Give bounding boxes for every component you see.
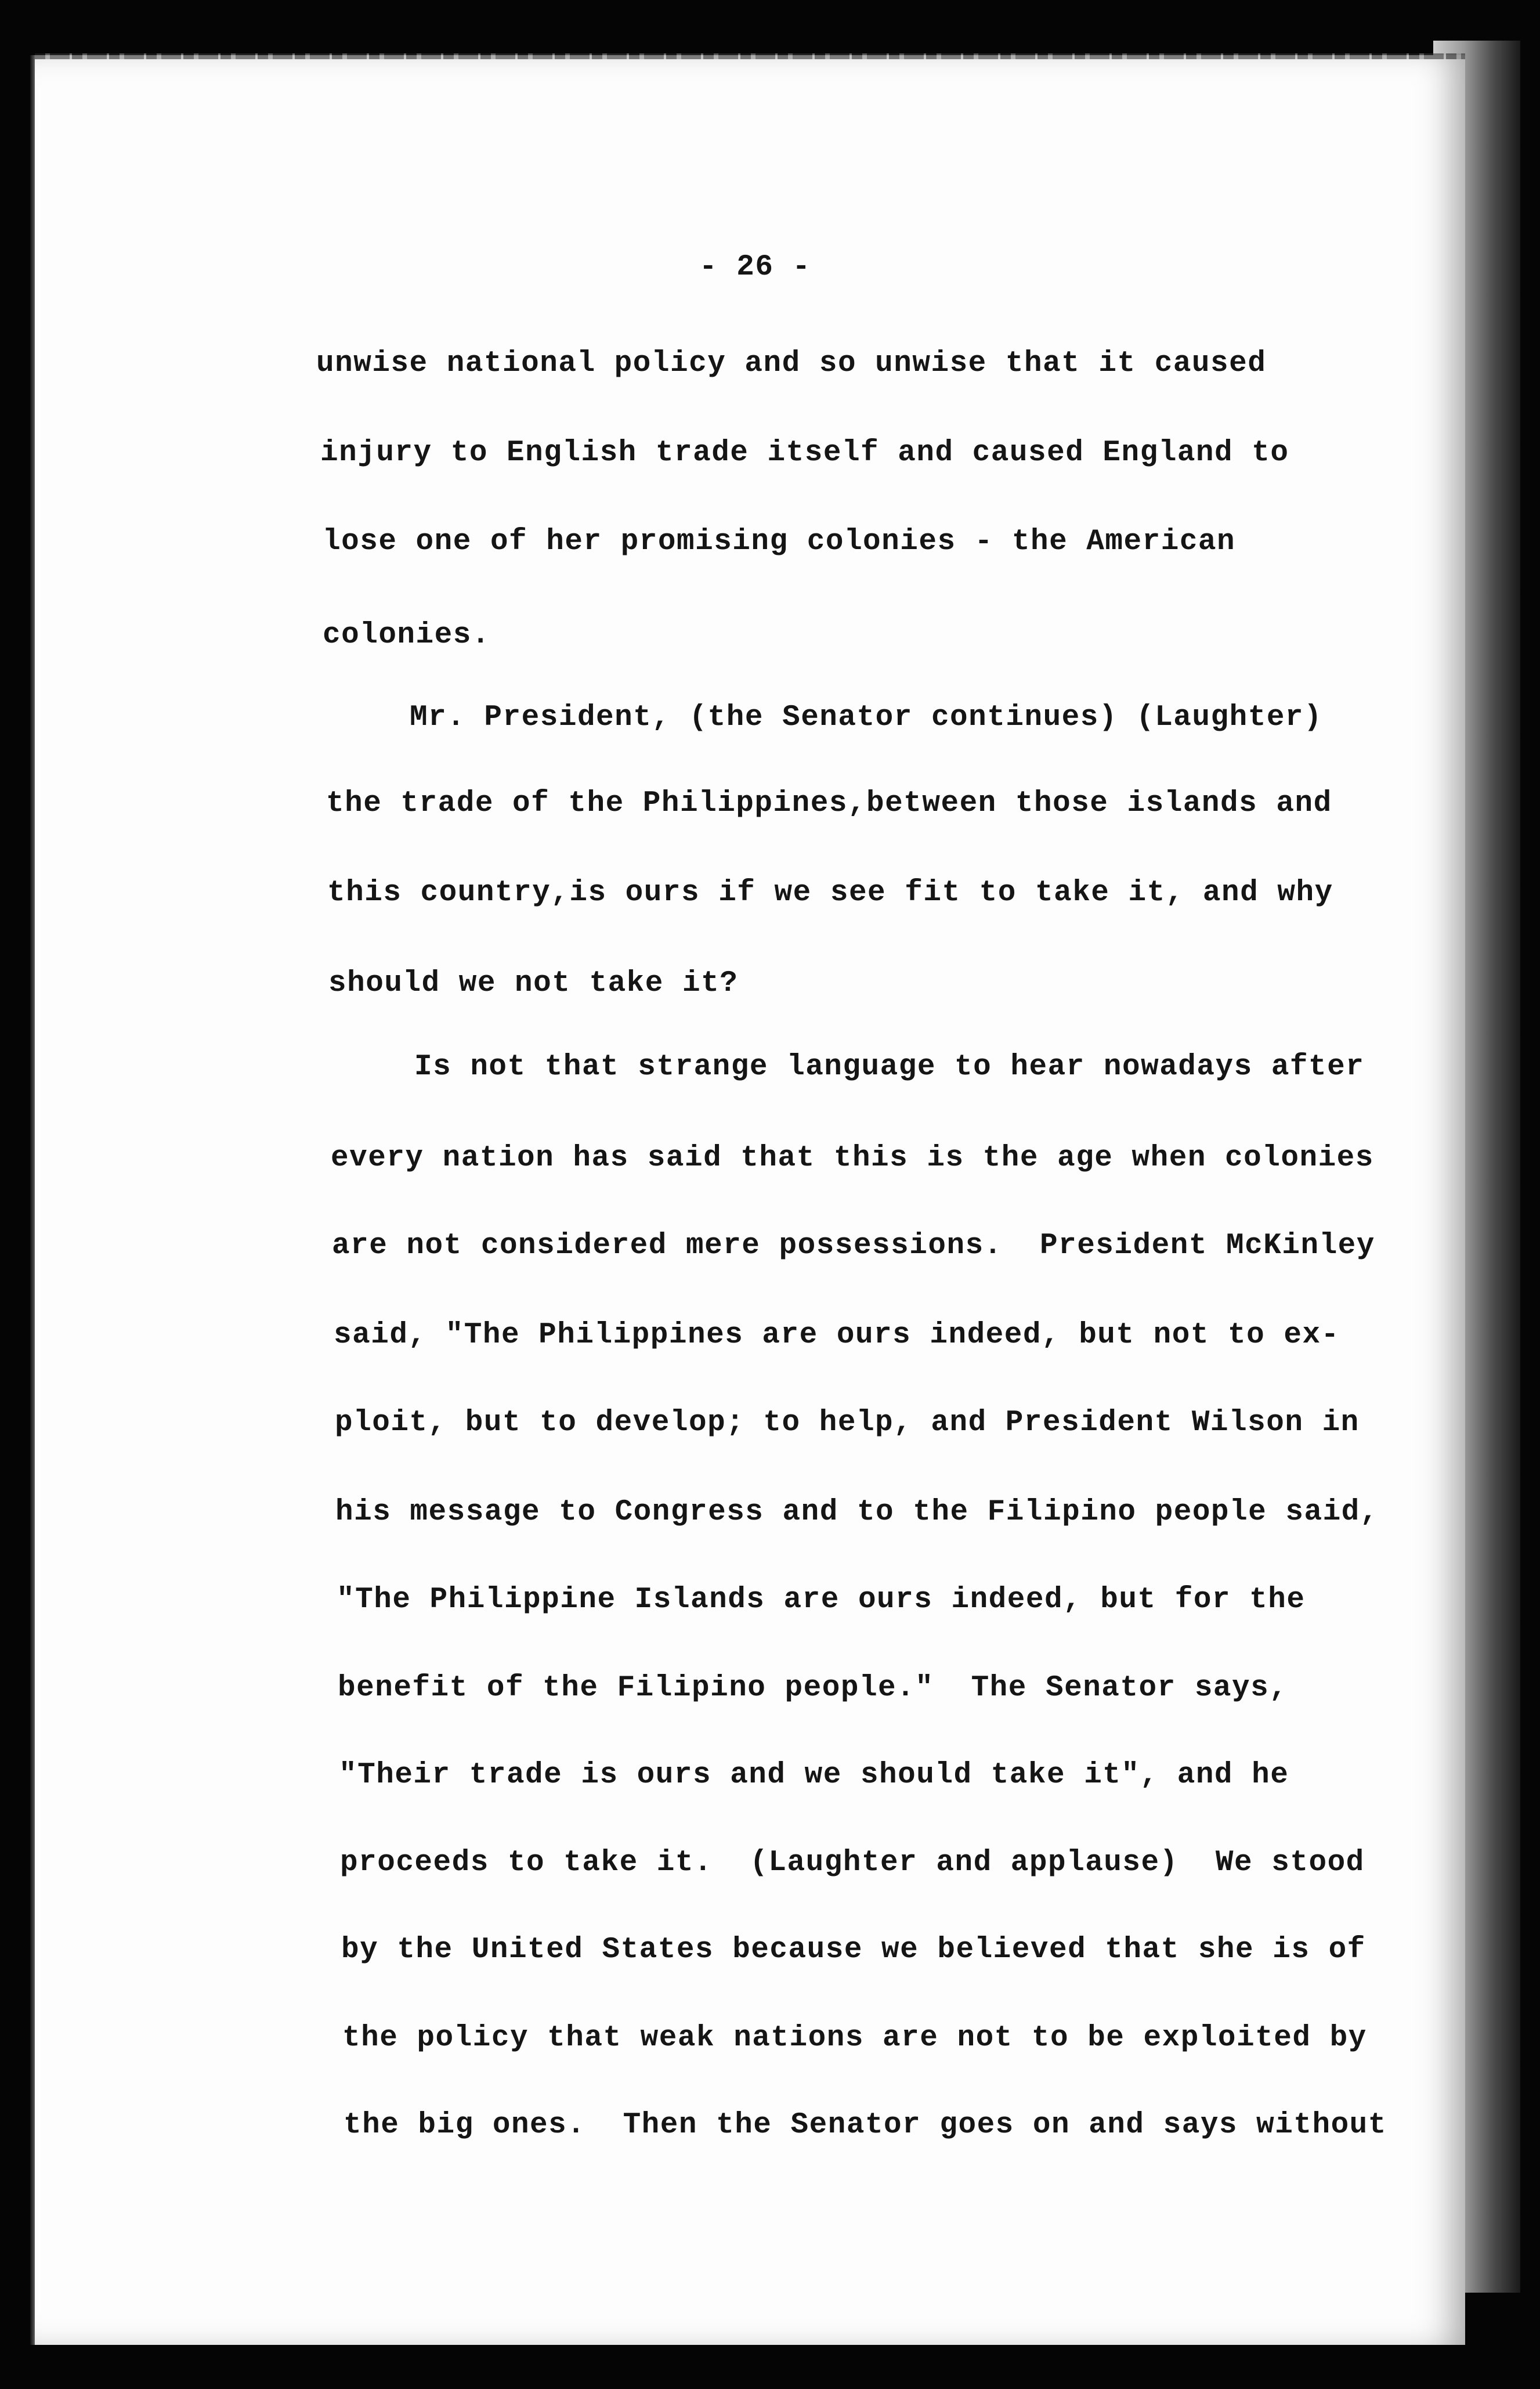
text-line-1: unwise national policy and so unwise that it caused: [316, 347, 1267, 380]
text-line-20: the policy that weak nations are not to be exploited by: [342, 2022, 1367, 2055]
text-line-15: "The Philippine Islands are ours indeed, but for the: [337, 1583, 1306, 1616]
text-line-21: the big ones. Then the Senator goes on and says without: [344, 2109, 1387, 2142]
text-line-14: his message to Congress and to the Filipino people said,: [335, 1496, 1379, 1529]
text-line-11: are not considered mere possessions. President McKinley: [332, 1229, 1375, 1262]
text-line-17: "Their trade is ours and we should take it", and he: [339, 1759, 1289, 1792]
text-line-3: lose one of her promising colonies - the American: [323, 525, 1236, 558]
page-top-edge: [35, 53, 1465, 59]
text-line-7: this country,is ours if we see fit to take it, and why: [327, 876, 1333, 910]
document-page: [35, 55, 1465, 2345]
text-line-2: injury to English trade itself and caused England to: [320, 436, 1289, 470]
text-line-6: the trade of the Philippines,between those islands and: [326, 787, 1332, 820]
text-line-8: should we not take it?: [328, 967, 739, 1000]
text-line-13: ploit, but to develop; to help, and President Wilson in: [335, 1406, 1360, 1439]
text-line-16: benefit of the Filipino people." The Senator says,: [338, 1672, 1288, 1705]
text-line-18: proceeds to take it. (Laughter and applause) We stood: [340, 1846, 1365, 1879]
page-number: - 26 -: [699, 251, 811, 284]
text-line-4: colonies.: [323, 619, 490, 652]
text-line-12: said, "The Philippines are ours indeed, but not to ex-: [334, 1319, 1340, 1352]
text-line-5: Mr. President, (the Senator continues) (Laughter): [410, 701, 1323, 734]
text-line-19: by the United States because we believed that she is of: [341, 1933, 1366, 1966]
text-line-9: Is not that strange language to hear nowadays after: [414, 1051, 1365, 1084]
text-line-10: every nation has said that this is the age when colonies: [331, 1142, 1374, 1175]
